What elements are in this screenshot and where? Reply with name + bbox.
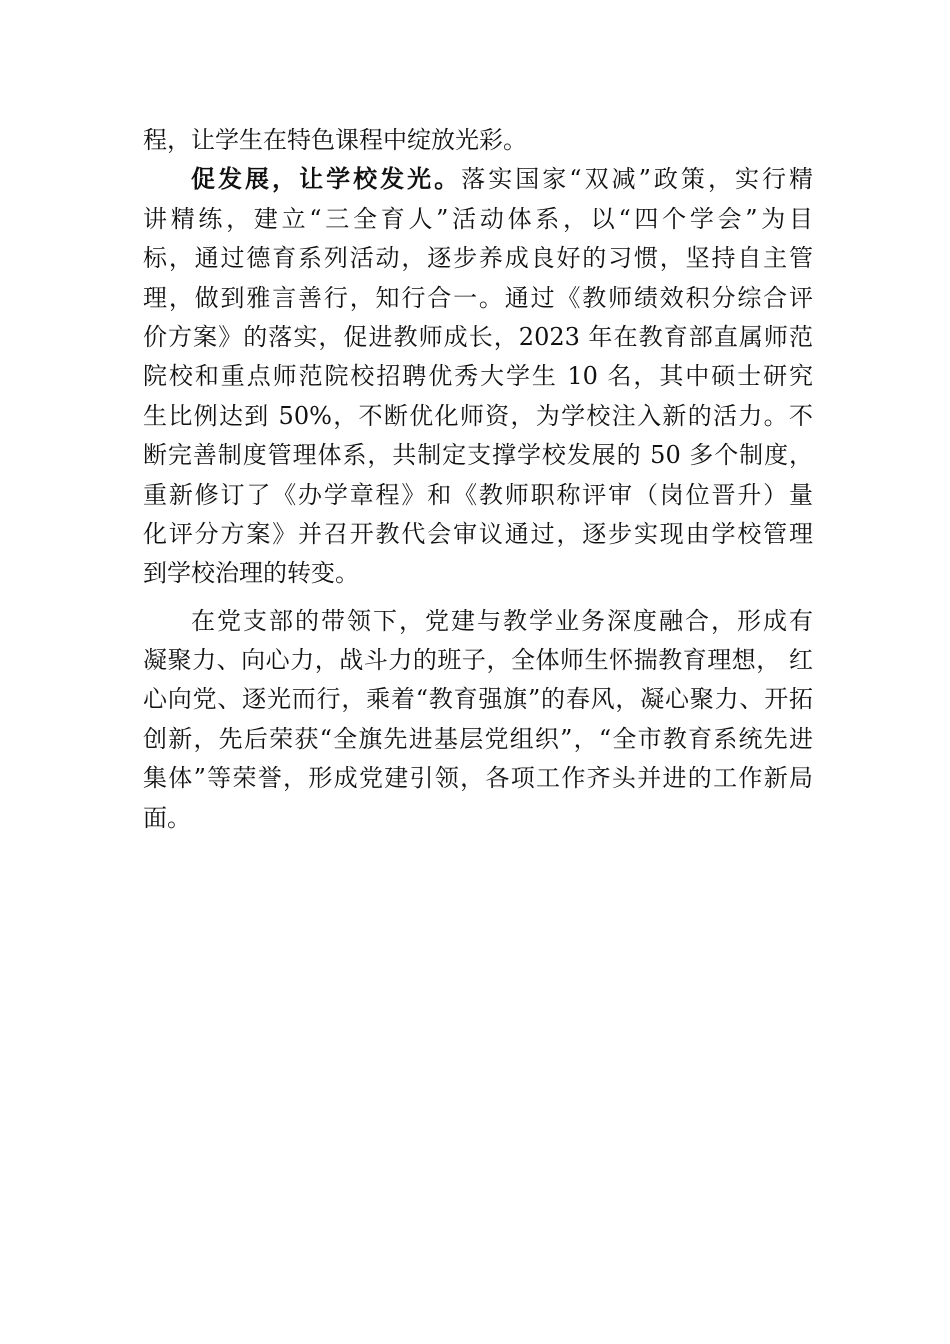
text-line: 院校和重点师范院校招聘优秀大学生 10 名，其中硕士研究 — [143, 362, 813, 391]
text-line: 凝聚力、向心力，战斗力的班子，全体师生怀揣教育理想， 红 — [143, 646, 813, 675]
document-body — [143, 121, 813, 838]
text-line: 理，做到雅言善行，知行合一。通过《教师绩效积分综合评 — [143, 283, 813, 312]
paragraph-1 — [143, 121, 813, 160]
text-line: 到学校治理的转变。 — [143, 559, 359, 588]
text-span: 落实国家“双减”政策，实行精 — [461, 165, 813, 194]
paragraph-spacer — [143, 594, 813, 602]
text-line: 断完善制度管理体系，共制定支撑学校发展的 50 多个制度， — [143, 441, 813, 470]
text-line: 面。 — [143, 803, 191, 832]
text-line: 讲精练，建立“三全育人”活动体系，以“四个学会”为目 — [143, 204, 813, 233]
text-line: 创新，先后荣获“全旗先进基层党组织”，“全市教育系统先进 — [143, 724, 813, 753]
paragraph-heading: 促发展，让学校发光。 — [191, 165, 462, 194]
paragraph-2 — [143, 160, 813, 593]
text-line: 生比例达到 50%，不断优化师资，为学校注入新的活力。不 — [143, 401, 813, 430]
text-line — [143, 160, 813, 199]
text-line: 标，通过德育系列活动，逐步养成良好的习惯，坚持自主管 — [143, 244, 813, 273]
text-line: 在党支部的带领下，党建与教学业务深度融合，形成有 — [191, 606, 813, 635]
text-line: 集体”等荣誉，形成党建引领，各项工作齐头并进的工作新局 — [143, 764, 813, 793]
text-line: 心向党、逐光而行，乘着“教育强旗”的春风，凝心聚力、开拓 — [143, 685, 813, 714]
paragraph-3 — [143, 602, 813, 838]
text-line: 重新修订了《办学章程》和《教师职称评审（岗位晋升）量 — [143, 480, 813, 509]
text-line: 化评分方案》并召开教代会审议通过，逐步实现由学校管理 — [143, 519, 813, 548]
text-line: 程，让学生在特色课程中绽放光彩。 — [143, 126, 527, 154]
text-line: 价方案》的落实，促进教师成长，2023 年在教育部直属师范 — [143, 322, 813, 351]
